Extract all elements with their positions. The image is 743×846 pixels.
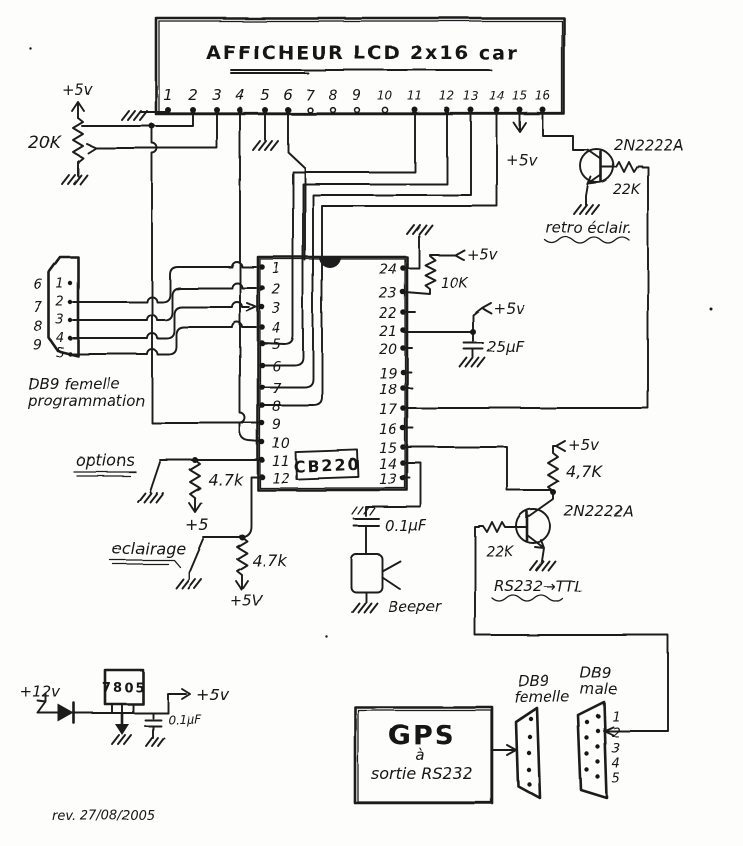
svg-text:+5v: +5v	[196, 685, 230, 704]
svg-text:male: male	[580, 680, 618, 698]
resistor-value: 22K	[613, 182, 640, 198]
lcd-pin-label: 6	[283, 86, 293, 104]
svg-text:2N2222A: 2N2222A	[564, 502, 634, 520]
reset-and-supply-parts	[403, 225, 525, 367]
ground-icon	[146, 738, 164, 746]
lcd-pin-label: 9	[352, 88, 362, 104]
gps-module	[355, 707, 516, 803]
speckle	[326, 636, 328, 638]
supply-arrow-icon	[72, 102, 84, 118]
ground-icon	[62, 168, 87, 184]
lcd-pin1-ground	[122, 111, 168, 120]
backlight-switch-input	[110, 477, 287, 610]
ground-icon	[176, 579, 201, 588]
revision-note: rev. 27/08/2005	[52, 809, 156, 824]
svg-text:5: 5	[272, 337, 281, 353]
svg-text:21: 21	[379, 324, 397, 340]
lcd-pin-label: 13	[463, 89, 479, 103]
svg-text:4.7k: 4.7k	[208, 470, 243, 489]
db9-prog-caption2: programmation	[28, 392, 145, 410]
svg-text:Beeper: Beeper	[388, 598, 442, 616]
db9-female-out	[514, 672, 570, 798]
svg-text:7: 7	[33, 300, 43, 316]
svg-text:+5V: +5V	[230, 592, 263, 610]
svg-text:2: 2	[272, 282, 281, 298]
lcd-pin-label: 4	[235, 86, 245, 104]
switch-blade	[189, 539, 203, 578]
svg-text:9: 9	[272, 417, 281, 433]
lcd-pin-label: 2	[188, 86, 198, 104]
svg-text:2: 2	[55, 295, 65, 310]
svg-text:13: 13	[379, 472, 397, 488]
svg-text:eclairage: eclairage	[112, 539, 186, 558]
lcd-module-box	[156, 18, 564, 114]
db9-male-out	[578, 664, 620, 798]
svg-text:17: 17	[379, 402, 397, 418]
transistor-ref: 2N2222A	[614, 136, 684, 154]
ground-icon	[138, 493, 163, 502]
svg-text:femelle: femelle	[514, 688, 570, 706]
lcd-pin-label: 7	[305, 88, 315, 104]
svg-text:4: 4	[272, 321, 281, 337]
svg-text:19: 19	[379, 366, 397, 382]
svg-text:7805: 7805	[101, 681, 147, 696]
db9-prog-caption1: DB9 femelle	[28, 375, 121, 393]
svg-text:3: 3	[612, 742, 621, 757]
svg-text:options: options	[76, 451, 135, 470]
svg-text:0.1µF: 0.1µF	[168, 713, 202, 727]
svg-text:1: 1	[55, 277, 65, 292]
svg-text:22K: 22K	[486, 544, 513, 560]
svg-text:GPS: GPS	[388, 720, 456, 751]
lcd-title-underline	[231, 70, 491, 73]
mcu-part-label	[293, 450, 361, 479]
svg-text:1: 1	[272, 261, 281, 277]
svg-text:+5: +5	[185, 515, 209, 534]
svg-text:11: 11	[272, 454, 290, 470]
pointer-arrow-icon	[382, 561, 400, 589]
lcd-pin-label: 3	[212, 86, 222, 104]
svg-text:3: 3	[272, 301, 281, 317]
diode-icon	[58, 704, 74, 722]
lcd-pin-label: 14	[489, 89, 505, 103]
plus5v-label: +5v	[62, 81, 93, 99]
svg-text:CB220: CB220	[293, 454, 362, 477]
plus5v-label: +5v	[506, 151, 537, 169]
svg-text:+5v: +5v	[493, 299, 524, 317]
lcd-pin-label: 11	[407, 89, 423, 103]
svg-text:22: 22	[379, 306, 397, 322]
pullup-4k7	[236, 537, 248, 590]
cap-0u1	[145, 713, 161, 738]
svg-text:5: 5	[612, 772, 621, 787]
svg-text:25µF: 25µF	[487, 338, 525, 356]
svg-text:10: 10	[272, 436, 290, 452]
lcd-pin5-ground	[253, 112, 278, 150]
reset-cap-branch	[404, 303, 491, 367]
rs232-caption: RS232→TTL	[494, 577, 582, 595]
svg-text:4.7k: 4.7k	[252, 551, 287, 570]
svg-text:18: 18	[379, 382, 397, 398]
svg-text:15: 15	[379, 441, 397, 457]
svg-text:23: 23	[379, 286, 397, 302]
wire-vdd-to-mcu-pin9	[152, 126, 259, 423]
out-arrow	[168, 689, 190, 713]
svg-text:1: 1	[612, 710, 621, 725]
switch-blade	[150, 462, 160, 492]
svg-text:2: 2	[612, 726, 621, 741]
lcd-pin-label: 15	[512, 89, 528, 103]
speckle	[29, 47, 31, 49]
lcd-pin-label: 12	[439, 89, 455, 103]
svg-text:10K: 10K	[441, 276, 468, 292]
svg-text:+5v: +5v	[467, 246, 498, 264]
svg-text:3: 3	[55, 313, 65, 328]
svg-text:5: 5	[55, 346, 65, 361]
backlight-driver	[403, 112, 683, 408]
wavy-underline	[492, 595, 562, 601]
speckle	[710, 308, 713, 311]
cb220-mcu	[258, 257, 415, 490]
svg-text:12: 12	[272, 471, 290, 487]
svg-text:4: 4	[612, 757, 621, 772]
collector-4k7	[548, 441, 565, 492]
svg-text:DB9: DB9	[580, 664, 612, 682]
svg-text:à: à	[415, 746, 425, 764]
power-supply	[20, 670, 230, 746]
svg-text:9: 9	[33, 338, 43, 354]
ground-icon	[574, 205, 599, 214]
svg-text:7: 7	[272, 381, 281, 397]
lcd-pin-label: 5	[260, 86, 270, 104]
svg-text:16: 16	[379, 422, 397, 438]
base-resistor-22k	[479, 522, 508, 532]
wavy-underline	[545, 237, 629, 243]
svg-text:sortie RS232: sortie RS232	[370, 764, 474, 783]
pot-value: 20K	[28, 133, 61, 153]
svg-text:0.1µF: 0.1µF	[385, 517, 428, 535]
db9-programming-connector	[27, 257, 256, 410]
lcd-pin-label: 10	[377, 89, 393, 103]
lcd-title: AFFICHEUR LCD 2x16 car	[206, 42, 518, 64]
options-input	[74, 451, 259, 534]
svg-text:+12v: +12v	[20, 683, 61, 701]
lcd-pin-label: 1	[163, 86, 173, 104]
pullup-4k7	[189, 460, 201, 512]
svg-text:+5v: +5v	[568, 436, 599, 454]
db9-shell	[578, 702, 607, 798]
wire-lcd-pin16-collector	[543, 112, 588, 150]
svg-text:6: 6	[33, 277, 43, 293]
lcd-pin-label: 8	[328, 88, 338, 104]
backlight-caption: retro éclair.	[546, 219, 632, 237]
wire-mcu-pin15	[403, 447, 553, 492]
lcd-pin-label: 16	[535, 89, 551, 103]
wire-base-to-mcu-pin17	[403, 167, 648, 408]
ground-icon	[352, 603, 377, 612]
svg-text:4: 4	[55, 331, 65, 346]
svg-text:8: 8	[272, 399, 281, 415]
gps-out-arrow	[492, 745, 516, 755]
svg-text:14: 14	[379, 457, 397, 473]
svg-text:DB9: DB9	[518, 672, 550, 690]
base-resistor-22k	[613, 162, 642, 172]
ground-icon	[112, 735, 131, 744]
svg-text:24: 24	[379, 262, 397, 278]
svg-text:4,7K: 4,7K	[566, 462, 602, 481]
svg-text:8: 8	[33, 319, 43, 335]
svg-text:6: 6	[272, 359, 281, 375]
ground-icon	[530, 561, 555, 570]
svg-text:20: 20	[379, 342, 397, 358]
beeper-body	[351, 554, 382, 592]
